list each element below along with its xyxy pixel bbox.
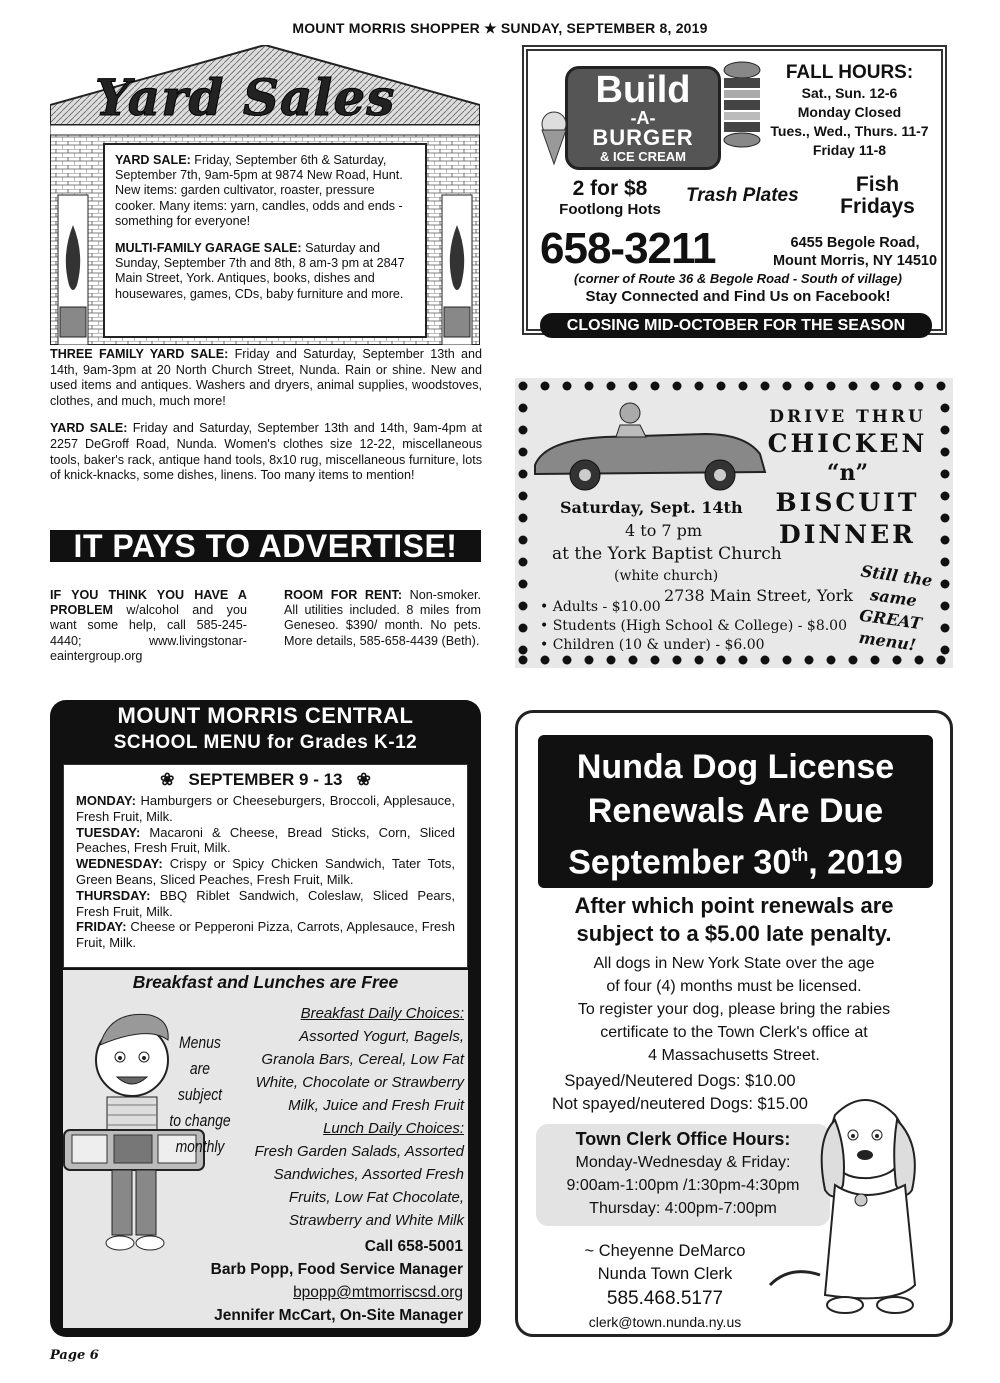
- burger-stack-icon: [722, 60, 762, 160]
- burger-phone: 658-3211: [540, 224, 716, 273]
- fish-fridays: Fish Fridays: [840, 173, 915, 218]
- dog-illustration: [765, 1085, 945, 1325]
- chicken-street: 2738 Main Street, York: [664, 586, 853, 605]
- school-menu-title: MOUNT MORRIS CENTRAL SCHOOL MENU for Grades K-12: [113, 703, 418, 753]
- chicken-church-note: (white church): [614, 568, 719, 584]
- chicken-time: 4 to 7 pm: [625, 521, 703, 540]
- burger-corner-note: (corner of Route 36 & Begole Road - South of village): [574, 271, 902, 286]
- clerk-signature: ~ Cheyenne DeMarco Nunda Town Clerk 585.468.5177 clerk@town.nunda.ny.us: [540, 1240, 790, 1334]
- flower-icon: ❀: [356, 770, 371, 789]
- menu-dates: ❀ SEPTEMBER 9 - 13 ❀: [160, 770, 371, 789]
- page-number: Page 6: [50, 1348, 99, 1363]
- school-contacts: Call 658-5001 Barb Popp, Food Service Manager bpopp@mtmorriscsd.org Jennifer McCart, On-Site Manager: [150, 1235, 463, 1327]
- trash-plates: Trash Plates: [686, 185, 799, 206]
- yard-sale-item: THREE FAMILY YARD SALE: Friday and Saturday, September 13th and 14th, 9am-3pm at 20 North Church Street, Nunda. Rain or shine. New and used items and antiques. Washers and dryers, animal supplies, woodstoves, clothes, and much, much more!: [50, 347, 482, 408]
- yard-sales-box: [103, 143, 427, 338]
- chicken-title: DRIVE THRU CHICKEN “n” BISCUIT DINNER: [767, 407, 928, 549]
- chicken-date: Saturday, Sept. 14th: [560, 498, 743, 517]
- page-header: MOUNT MORRIS SHOPPER ★ SUNDAY, SEPTEMBER 8, 2019: [292, 20, 708, 36]
- yard-sales-title: Yard Sales: [95, 68, 396, 127]
- chicken-prices: • Adults - $10.00 • Students (High School & College) - $8.00 • Children (10 & under) - $6.00: [540, 599, 847, 653]
- it-pays-to-advertise-banner: IT PAYS TO ADVERTISE!: [50, 530, 481, 562]
- dog-license-body: All dogs in New York State over the age of four (4) months must be licensed. To register your dog, please bring the rabies certificate to the Town Clerk's office at 4 Massachusetts Street.: [577, 955, 891, 1064]
- dog-license-title: Nunda Dog License Renewals Are Due September 30th, 2019: [538, 735, 933, 888]
- free-meals-heading: Breakfast and Lunches are Free: [132, 972, 399, 992]
- flower-icon: ❀: [160, 770, 175, 789]
- yard-sale-item: MULTI-FAMILY GARAGE SALE: Saturday and Sunday, September 7th and 8th, 8 am-3 pm at 2847 Main Street, York. Antiques, books, dishes and housewares, games, CDs, baby furniture and more.: [115, 241, 405, 301]
- school-email-link[interactable]: bpopp@mtmorriscsd.org: [293, 1284, 463, 1301]
- room-for-rent-classified: ROOM FOR RENT: Non-smoker. All utilities included. 8 miles from Geneseo. $390/ month. No pets. More details, 585-658-4439 (Beth).: [284, 588, 481, 648]
- weekly-menu: [63, 764, 468, 968]
- dog-fees: Spayed/Neutered Dogs: $10.00 Not spayed/neutered Dogs: $15.00: [552, 1072, 808, 1113]
- build-a-burger-logo: Build -A- BURGER & ICE CREAM: [565, 66, 721, 170]
- fall-hours: FALL HOURS: Sat., Sun. 12-6 Monday Closed Tues., Wed., Thurs. 11-7 Friday 11-8: [770, 62, 929, 158]
- aa-classified: IF YOU THINK YOU HAVE A PROBLEM w/alcohol and you want some help, call 585-245-4440; www.livingstonar-eaintergroup.org: [50, 588, 247, 663]
- menu-day: TUESDAY: Macaroni & Cheese, Bread Sticks, Corn, Sliced Peaches, Fresh Fruit, Milk.: [76, 824, 455, 856]
- menu-change-note: Menus are subject to change monthly: [169, 1033, 231, 1156]
- clerk-hours: Town Clerk Office Hours: Monday-Wednesday & Friday: 9:00am-1:00pm /1:30pm-4:30pm Thursday: 4:00pm-7:00pm: [566, 1129, 800, 1217]
- clerk-email-link[interactable]: clerk@town.nunda.ny.us: [588, 1314, 742, 1330]
- closing-banner: CLOSING MID-OCTOBER FOR THE SEASON: [540, 313, 932, 338]
- yard-sales-list: [50, 347, 482, 496]
- yard-sale-item: YARD SALE: Friday, September 6th & Saturday, September 7th, 9am-5pm at 9874 New Road, Hunt. New items: garden cultivator, roaster, pressure cooker. Many items: yarn, candles, odds and ends - something for everyone!: [115, 153, 403, 228]
- convertible-car-icon: [530, 395, 770, 495]
- ice-cream-cone-icon: [536, 110, 572, 166]
- menu-day: FRIDAY: Cheese or Pepperoni Pizza, Carrots, Applesauce, Fresh Fruit, Milk.: [76, 919, 455, 951]
- menu-day: WEDNESDAY: Crispy or Spicy Chicken Sandwich, Tater Tots, Green Beans, Sliced Peaches, Fresh Fruit, Milk.: [76, 856, 455, 887]
- yard-sale-item: YARD SALE: Friday and Saturday, September 13th and 14th, 9am-4pm at 2257 DeGroff Road, Nunda. Women's clothes size 12-22, miscellaneous tools, baker's rack, antique hand tools, 8x10 rug, miscellaneous furniture, lots of knick-knacks, some dishes, linens. Too many items to mention!: [50, 421, 482, 483]
- menu-day: MONDAY: Hamburgers or Cheeseburgers, Broccoli, Applesauce, Fresh Fruit, Milk.: [76, 793, 455, 824]
- chicken-place: at the York Baptist Church: [552, 544, 782, 564]
- daily-choices: Breakfast Daily Choices: Assorted Yogurt, Bagels, Granola Bars, Cereal, Low Fat White, Chocolate or Strawberry Milk, Juice and Fresh Fruit Lunch Daily Choices: Fresh Garden Salads, Assorted Sandwiches, Assorted Fresh Fruits, Low Fat Chocolate, Strawberry and White Milk: [254, 1005, 464, 1229]
- burger-address: 6455 Begole Road, Mount Morris, NY 14510: [772, 235, 938, 269]
- menu-day: THURSDAY: BBQ Riblet Sandwich, Coleslaw, Sliced Pears, Fresh Fruit, Milk.: [76, 887, 455, 919]
- late-penalty-notice: After which point renewals are subject to a $5.00 late penalty.: [574, 893, 894, 946]
- facebook-line: Stay Connected and Find Us on Facebook!: [585, 288, 891, 305]
- still-same-menu: Still the same GREAT menu!: [857, 561, 934, 655]
- footlong-deal: 2 for $8 Footlong Hots: [559, 177, 661, 218]
